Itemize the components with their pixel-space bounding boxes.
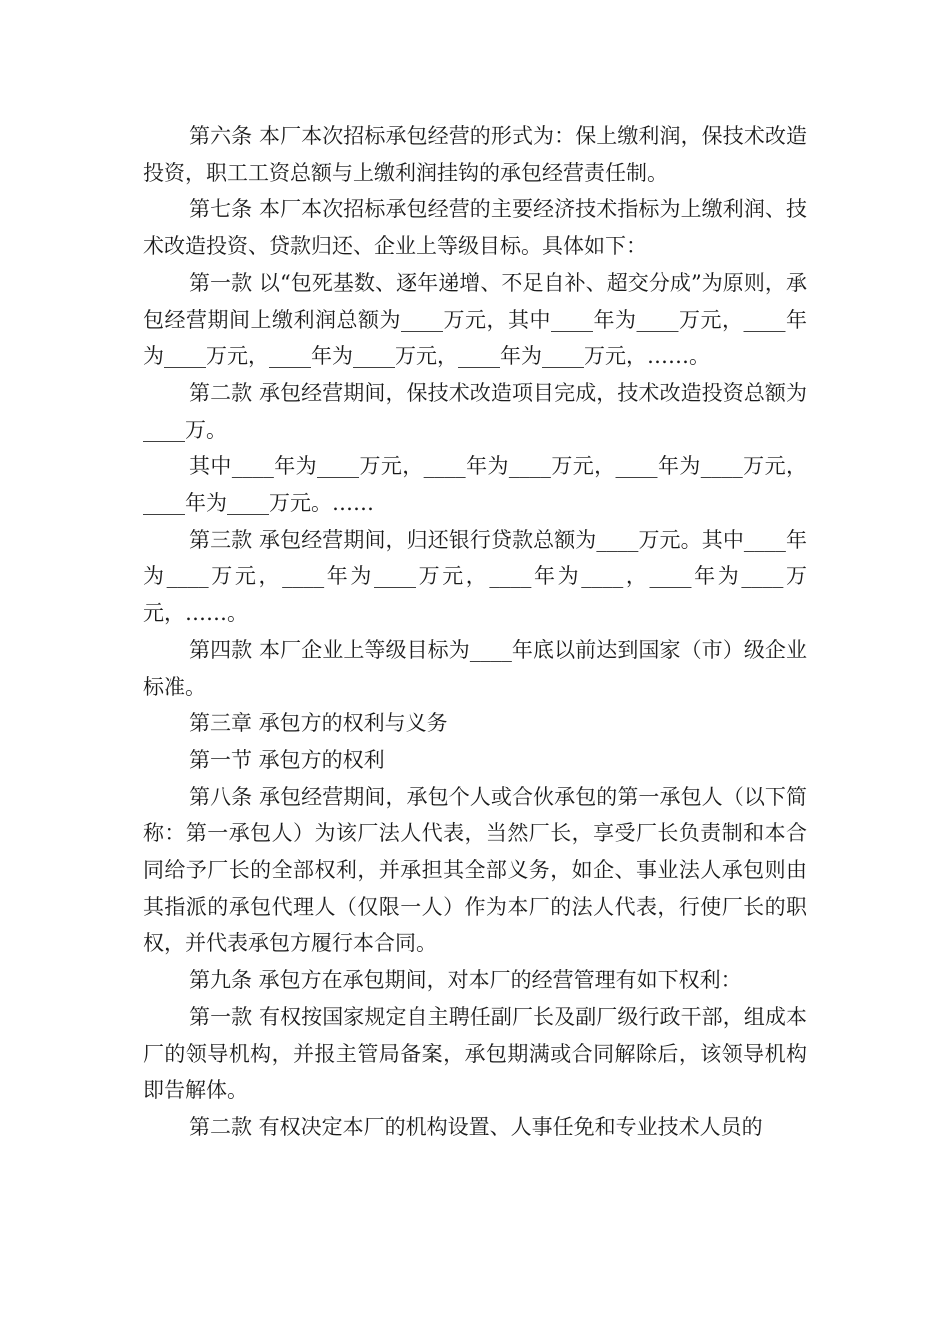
article-9-clause-1-paragraph: 第一款 有权按国家规定自主聘任副厂长及副厂级行政干部，组成本厂的领导机构，并报主管局备案，承包期满或合同解除后，该领导机构即告解体。 — [143, 1004, 807, 1103]
article-6-paragraph: 第六条 本厂本次招标承包经营的形式为：保上缴利润，保技术改造投资，职工工资总额与上缴利润挂钩的承包经营责任制。 — [143, 124, 807, 185]
article-8-paragraph: 第八条 承包经营期间，承包个人或合伙承包的第一承包人（以下简称：第一承包人）为该厂法人代表，当然厂长，享受厂长负责制和本合同给予厂长的全部权利，并承担其全部义务，如企、事业法人承包则由其指派的承包代理人（仅限一人）作为本厂的法人代表，行使厂长的职权，并代表承包方履行本合同。 — [143, 784, 807, 956]
document-page — [143, 118, 807, 1146]
article-7-clause-3-paragraph: 第三款 承包经营期间，归还银行贷款总额为____万元。其中____年为____万元，____年为____万元，____年为____，____年为____万元，……。 — [143, 527, 807, 626]
section-1-heading: 第一节 承包方的权利 — [189, 747, 385, 772]
article-7-clause-1-paragraph: 第一款 以“包死基数、逐年递增、不足自补、超交分成”为原则，承包经营期间上缴利润总额为____万元，其中____年为____万元，____年为____万元，____年为____万元，____年为____万元，……。 — [143, 270, 807, 369]
chapter-3-heading: 第三章 承包方的权利与义务 — [189, 711, 448, 736]
article-9-paragraph: 第九条 承包方在承包期间，对本厂的经营管理有如下权利： — [189, 968, 742, 993]
article-9-clause-2-paragraph: 第二款 有权决定本厂的机构设置、人事任免和专业技术人员的 — [189, 1114, 763, 1139]
article-7-clause-4-paragraph: 第四款 本厂企业上等级目标为____年底以前达到国家（市）级企业标准。 — [143, 637, 807, 699]
article-7-clause-2-detail-paragraph: 其中____年为____万元，____年为____万元，____年为____万元，____年为____万元。…… — [143, 454, 807, 516]
article-7-clause-2-paragraph: 第二款 承包经营期间，保技术改造项目完成，技术改造投资总额为____万。 — [143, 380, 807, 442]
article-7-paragraph: 第七条 本厂本次招标承包经营的主要经济技术指标为上缴利润、技术改造投资、贷款归还、企业上等级目标。具体如下： — [143, 197, 807, 259]
